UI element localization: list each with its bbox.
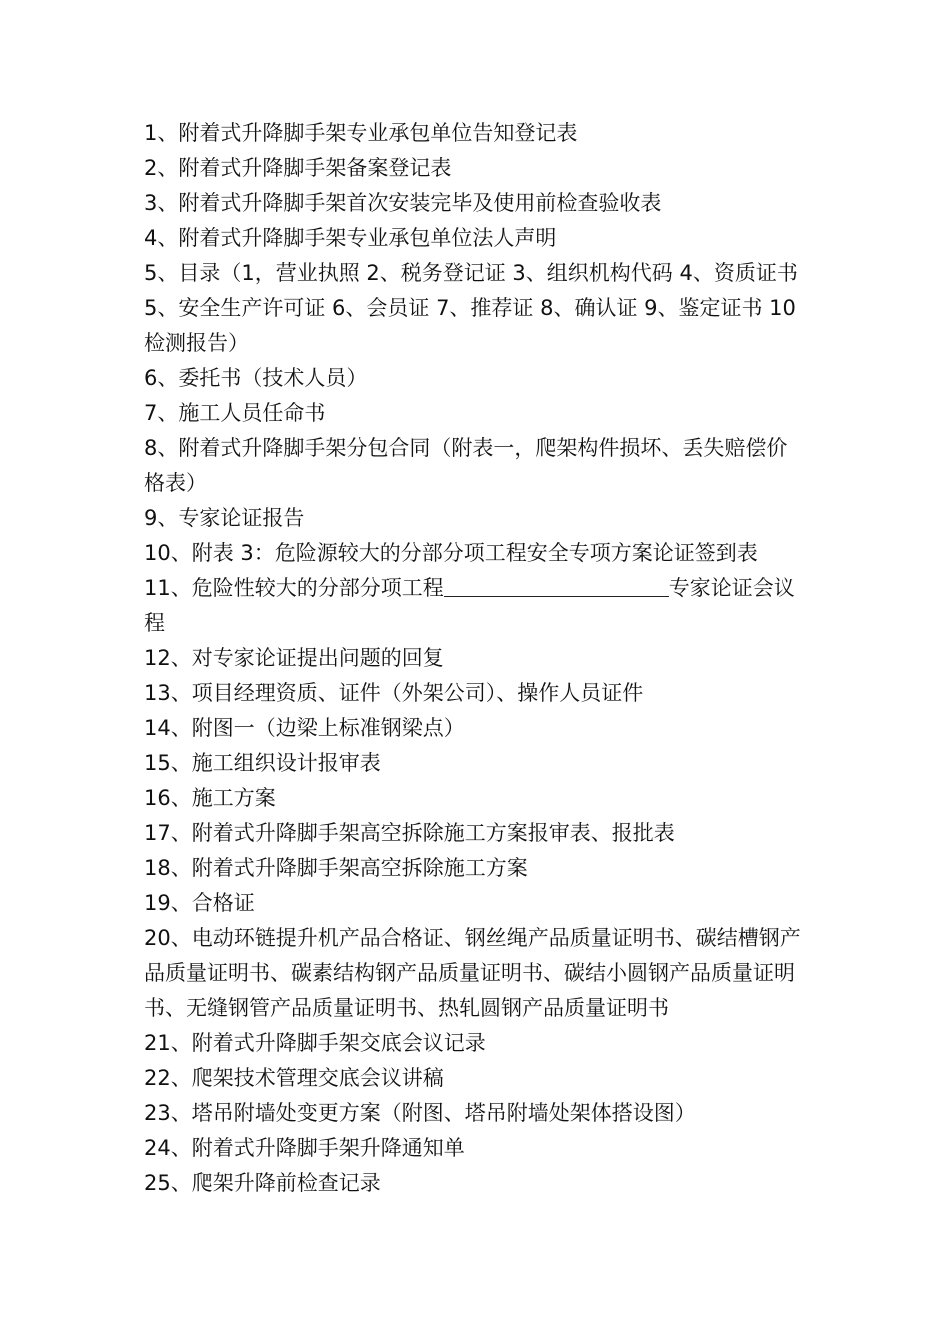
list-item-11-after: 专家论证会议程 xyxy=(144,576,795,635)
list-item-1: 1、附着式升降脚手架专业承包单位告知登记表 xyxy=(144,121,578,145)
list-item-23: 23、塔吊附墙处变更方案（附图、塔吊附墙处架体搭设图） xyxy=(144,1101,696,1125)
list-item-14: 14、附图一（边梁上标准钢梁点） xyxy=(144,716,465,740)
list-item-10: 10、附表 3：危险源较大的分部分项工程安全专项方案论证签到表 xyxy=(144,541,758,565)
list-item-7: 7、施工人员任命书 xyxy=(144,401,326,425)
list-item-12: 12、对专家论证提出问题的回复 xyxy=(144,646,444,670)
list-item-9: 9、专家论证报告 xyxy=(144,506,305,530)
list-item-19: 19、合格证 xyxy=(144,891,255,915)
list-item-13: 13、项目经理资质、证件（外架公司）、操作人员证件 xyxy=(144,681,644,705)
list-item-24: 24、附着式升降脚手架升降通知单 xyxy=(144,1136,465,1160)
list-item-5: 5、目录（1，营业执照 2、税务登记证 3、组织机构代码 4、资质证书 5、安全生产许可证 6、会员证 7、推荐证 8、确认证 9、鉴定证书 10 检测报告） xyxy=(144,261,805,355)
list-item-11-before: 11、危险性较大的分部分项工程 xyxy=(144,576,444,600)
list-item-16: 16、施工方案 xyxy=(144,786,276,810)
fill-in-blank xyxy=(444,574,669,597)
document-page xyxy=(144,116,804,1201)
list-item-22: 22、爬架技术管理交底会议讲稿 xyxy=(144,1066,444,1090)
list-item-3: 3、附着式升降脚手架首次安装完毕及使用前检查验收表 xyxy=(144,191,662,215)
list-item-11 xyxy=(144,571,804,641)
list-item-25: 25、爬架升降前检查记录 xyxy=(144,1171,381,1195)
list-item-18: 18、附着式升降脚手架高空拆除施工方案 xyxy=(144,856,528,880)
list-item-8: 8、附着式升降脚手架分包合同（附表一，爬架构件损坏、丢失赔偿价格表） xyxy=(144,436,788,495)
list-item-20: 20、电动环链提升机产品合格证、钢丝绳产品质量证明书、碳结槽钢产品质量证明书、碳素结构钢产品质量证明书、碳结小圆钢产品质量证明书、无缝钢管产品质量证明书、热轧圆钢产品质量证明书 xyxy=(144,926,801,1020)
list-item-6: 6、委托书（技术人员） xyxy=(144,366,368,390)
list-item-2: 2、附着式升降脚手架备案登记表 xyxy=(144,156,452,180)
list-item-15: 15、施工组织设计报审表 xyxy=(144,751,381,775)
list-item-4: 4、附着式升降脚手架专业承包单位法人声明 xyxy=(144,226,557,250)
list-item-17: 17、附着式升降脚手架高空拆除施工方案报审表、报批表 xyxy=(144,821,675,845)
list-item-21: 21、附着式升降脚手架交底会议记录 xyxy=(144,1031,486,1055)
